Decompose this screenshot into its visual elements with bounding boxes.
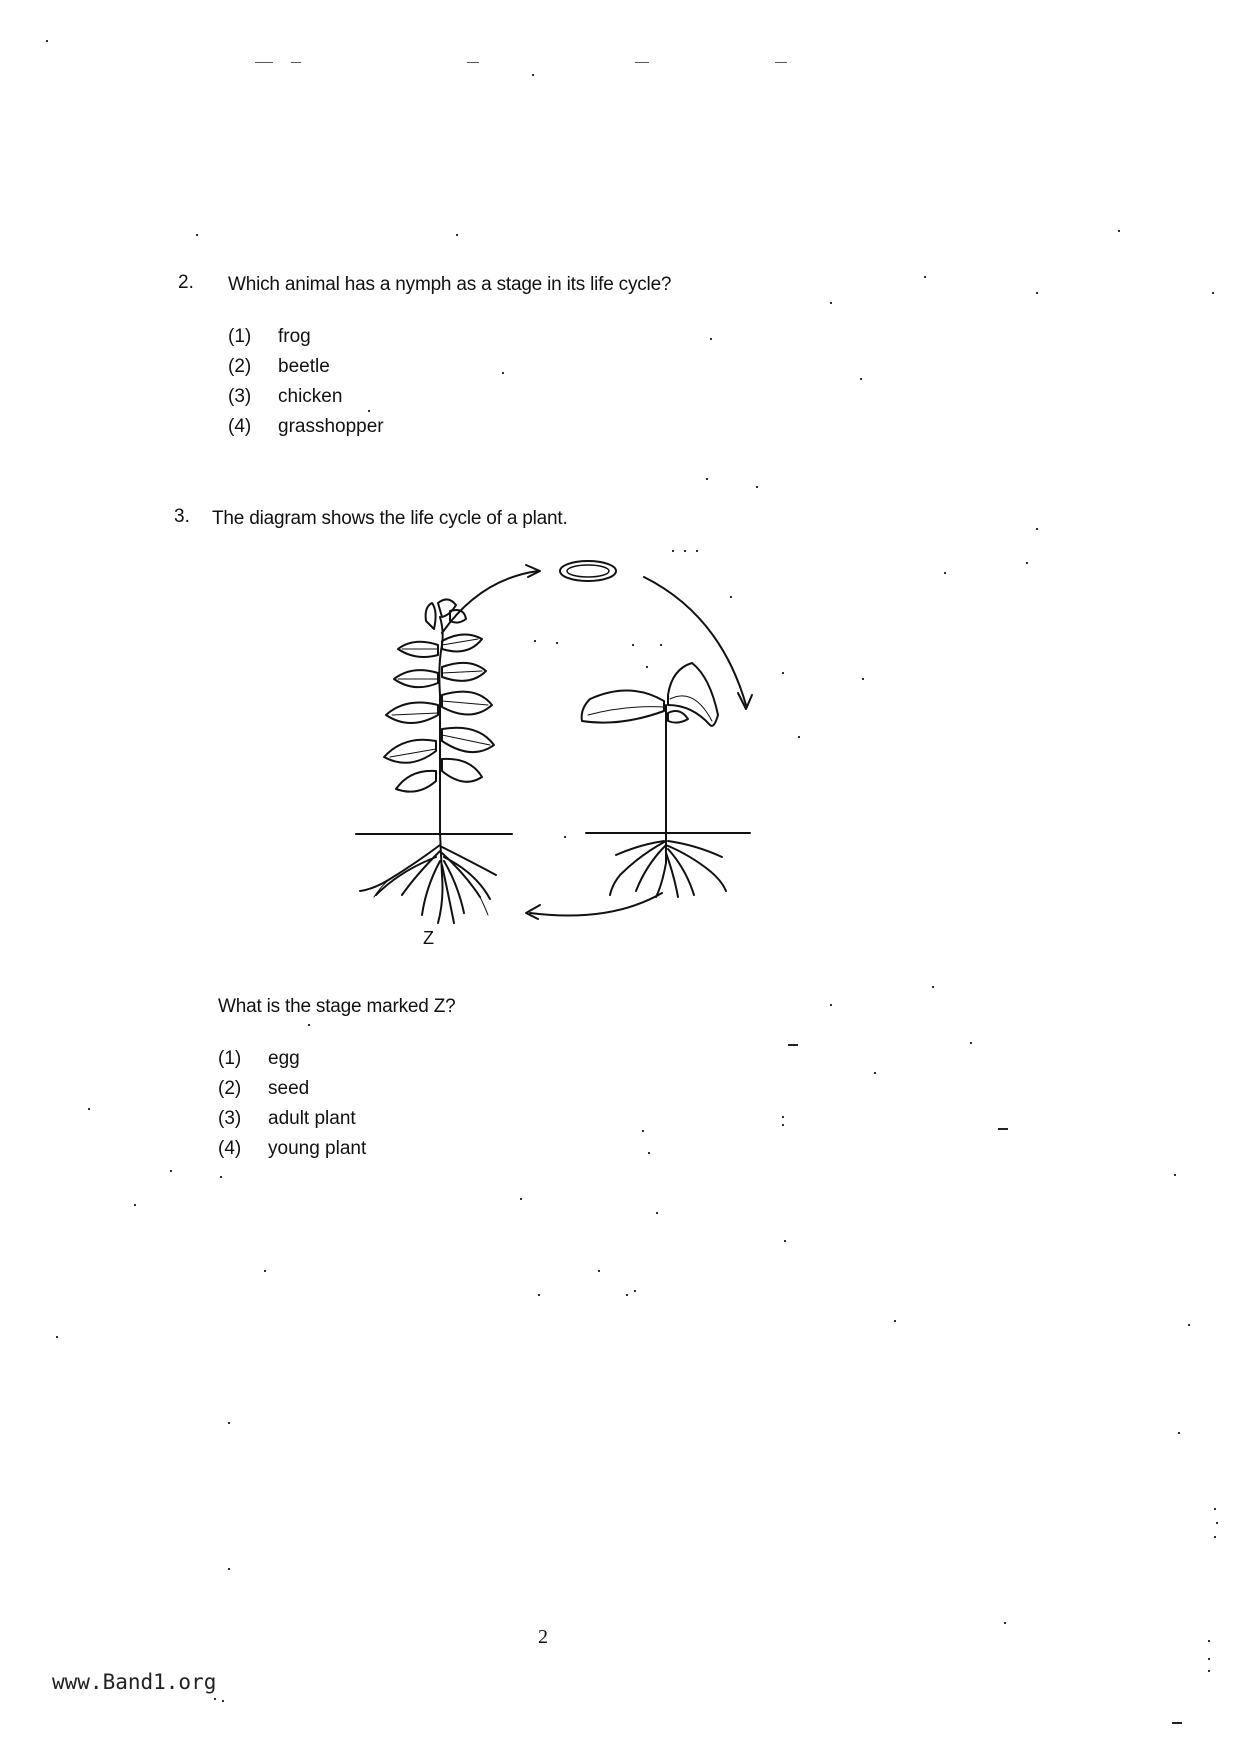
question-3-prompt: What is the stage marked Z? [218,996,456,1017]
question-2-option-2[interactable] [228,356,330,378]
question-3-intro: The diagram shows the life cycle of a plant. [212,508,568,529]
question-2-option-3[interactable] [228,386,342,408]
option-label: young plant [268,1138,367,1159]
option-label: frog [278,326,311,347]
option-label: adult plant [268,1108,356,1129]
header-scan-marks [255,56,795,66]
option-number: (1) [218,1048,242,1069]
arrow-seed-to-young-icon [644,577,752,709]
question-2-number: 2. [178,272,194,293]
question-3-option-2[interactable] [218,1078,309,1100]
option-label: grasshopper [278,416,384,437]
option-number: (1) [228,326,252,347]
page-number: 2 [538,1626,548,1648]
option-number: (4) [218,1138,242,1159]
option-number: (3) [228,386,252,407]
question-3-option-4[interactable] [218,1138,366,1160]
question-2-option-1[interactable] [228,326,311,348]
arrow-young-to-adult-icon [526,893,662,919]
question-3-option-1[interactable] [218,1048,300,1070]
question-2-option-4[interactable] [228,416,384,438]
option-label: egg [268,1048,300,1069]
option-number: (2) [228,356,252,377]
option-label: chicken [278,386,343,407]
adult-plant-icon [356,599,512,923]
seed-icon [560,561,616,581]
diagram-label-z: Z [423,928,434,948]
question-2-text: Which animal has a nymph as a stage in its life cycle? [228,274,672,295]
option-label: beetle [278,356,330,377]
footer-url: www.Band1.org [52,1670,217,1694]
question-3-option-3[interactable] [218,1108,356,1130]
young-plant-icon [582,663,750,897]
option-number: (3) [218,1108,242,1129]
plant-life-cycle-diagram [330,545,850,965]
question-3-number: 3. [174,506,190,527]
option-label: seed [268,1078,310,1099]
option-number: (2) [218,1078,242,1099]
option-number: (4) [228,416,252,437]
